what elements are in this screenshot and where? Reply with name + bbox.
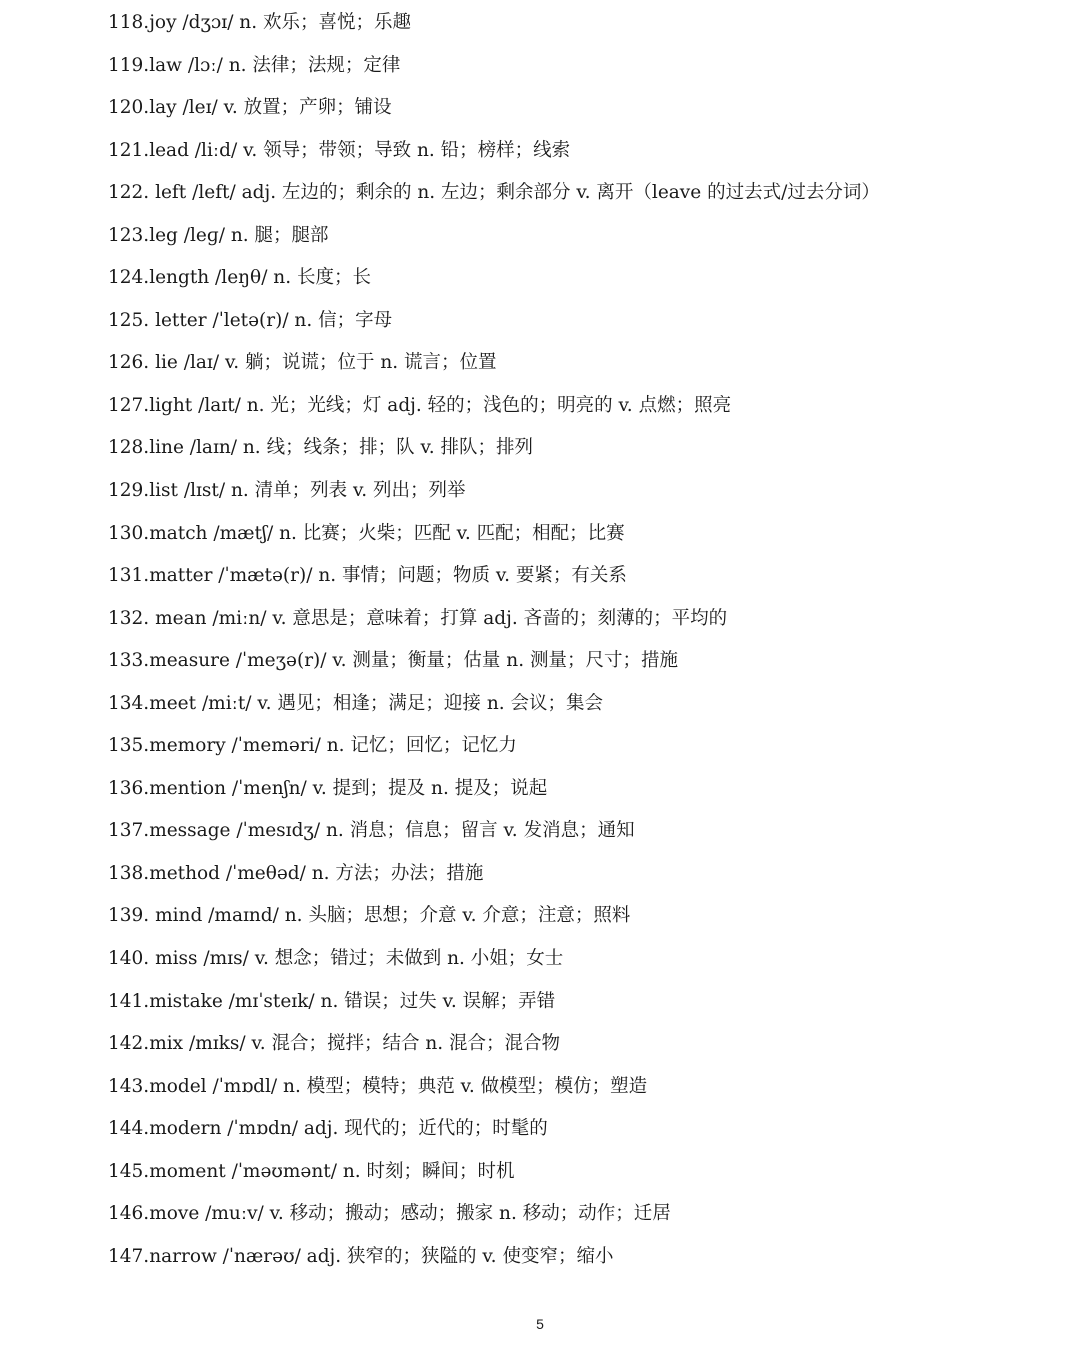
vocab-entry: 127.light /laɪt/ n. 光；光线；灯 adj. 轻的；浅色的；明亮的 v. 点燃；照亮: [108, 394, 732, 416]
vocab-entry: 147.narrow /ˈnærəʊ/ adj. 狭窄的；狭隘的 v. 使变窄；缩小: [108, 1245, 614, 1267]
vocab-entry: 125. letter /ˈletə(r)/ n. 信；字母: [108, 309, 393, 331]
vocab-entry: 123.leg /leɡ/ n. 腿；腿部: [108, 224, 329, 246]
vocabulary-list: [108, 7, 1048, 1283]
vocab-entry: 131.matter /ˈmætə(r)/ n. 事情；问题；物质 v. 要紧；有关系: [108, 565, 627, 587]
vocab-entry: 124.length /leŋθ/ n. 长度；长: [108, 267, 371, 289]
vocab-entry: 142.mix /mɪks/ v. 混合；搅拌；结合 n. 混合；混合物: [108, 1033, 561, 1055]
vocab-entry: 139. mind /maɪnd/ n. 头脑；思想；介意 v. 介意；注意；照料: [108, 905, 631, 927]
page-number: 5: [536, 1316, 544, 1332]
vocab-entry: 133.measure /ˈmeʒə(r)/ v. 测量；衡量；估量 n. 测量；尺寸；措施: [108, 650, 678, 672]
vocab-entry: 126. lie /laɪ/ v. 躺；说谎；位于 n. 谎言；位置: [108, 352, 497, 374]
vocab-entry: 118.joy /dʒɔɪ/ n. 欢乐；喜悦；乐趣: [108, 12, 411, 33]
vocab-entry: 138.method /ˈmeθəd/ n. 方法；办法；措施: [108, 862, 484, 884]
vocab-entry: 119.law /lɔː/ n. 法律；法规；定律: [108, 54, 401, 76]
vocab-entry: 137.message /ˈmesɪdʒ/ n. 消息；信息；留言 v. 发消息；通知: [108, 820, 635, 842]
vocab-entry: 136.mention /ˈmenʃn/ v. 提到；提及 n. 提及；说起: [108, 777, 548, 799]
vocab-entry: 122. left /left/ adj. 左边的；剩余的 n. 左边；剩余部分 v. 离开（leave 的过去式/过去分词）: [108, 182, 880, 204]
vocab-entry: 145.moment /ˈməʊmənt/ n. 时刻；瞬间；时机: [108, 1160, 515, 1182]
vocab-entry: 134.meet /miːt/ v. 遇见；相逢；满足；迎接 n. 会议；集会: [108, 692, 603, 714]
vocab-entry: 132. mean /miːn/ v. 意思是；意味着；打算 adj. 吝啬的；刻薄的；平均的: [108, 607, 728, 629]
vocab-entry: 146.move /muːv/ v. 移动；搬动；感动；搬家 n. 移动；动作；迁居: [108, 1203, 671, 1225]
vocab-entry: 135.memory /ˈmeməri/ n. 记忆；回忆；记忆力: [108, 735, 517, 757]
vocab-entry: 129.list /lɪst/ n. 清单；列表 v. 列出；列举: [108, 480, 466, 502]
vocab-entry: 141.mistake /mɪˈsteɪk/ n. 错误；过失 v. 误解；弄错: [108, 990, 556, 1012]
vocab-entry: 128.line /laɪn/ n. 线；线条；排；队 v. 排队；排列: [108, 437, 533, 459]
vocab-entry: 140. miss /mɪs/ v. 想念；错过；未做到 n. 小姐；女士: [108, 948, 564, 970]
vocab-entry: 130.match /mætʃ/ n. 比赛；火柴；匹配 v. 匹配；相配；比赛: [108, 522, 625, 544]
vocab-entry: 120.lay /leɪ/ v. 放置；产卵；铺设: [108, 97, 392, 119]
vocab-entry: 143.model /ˈmɒdl/ n. 模型；模特；典范 v. 做模型；模仿；塑造: [108, 1075, 648, 1097]
vocab-entry: 121.lead /liːd/ v. 领导；带领；导致 n. 铅；榜样；线索: [108, 139, 571, 161]
vocab-entry: 144.modern /ˈmɒdn/ adj. 现代的；近代的；时髦的: [108, 1118, 548, 1140]
